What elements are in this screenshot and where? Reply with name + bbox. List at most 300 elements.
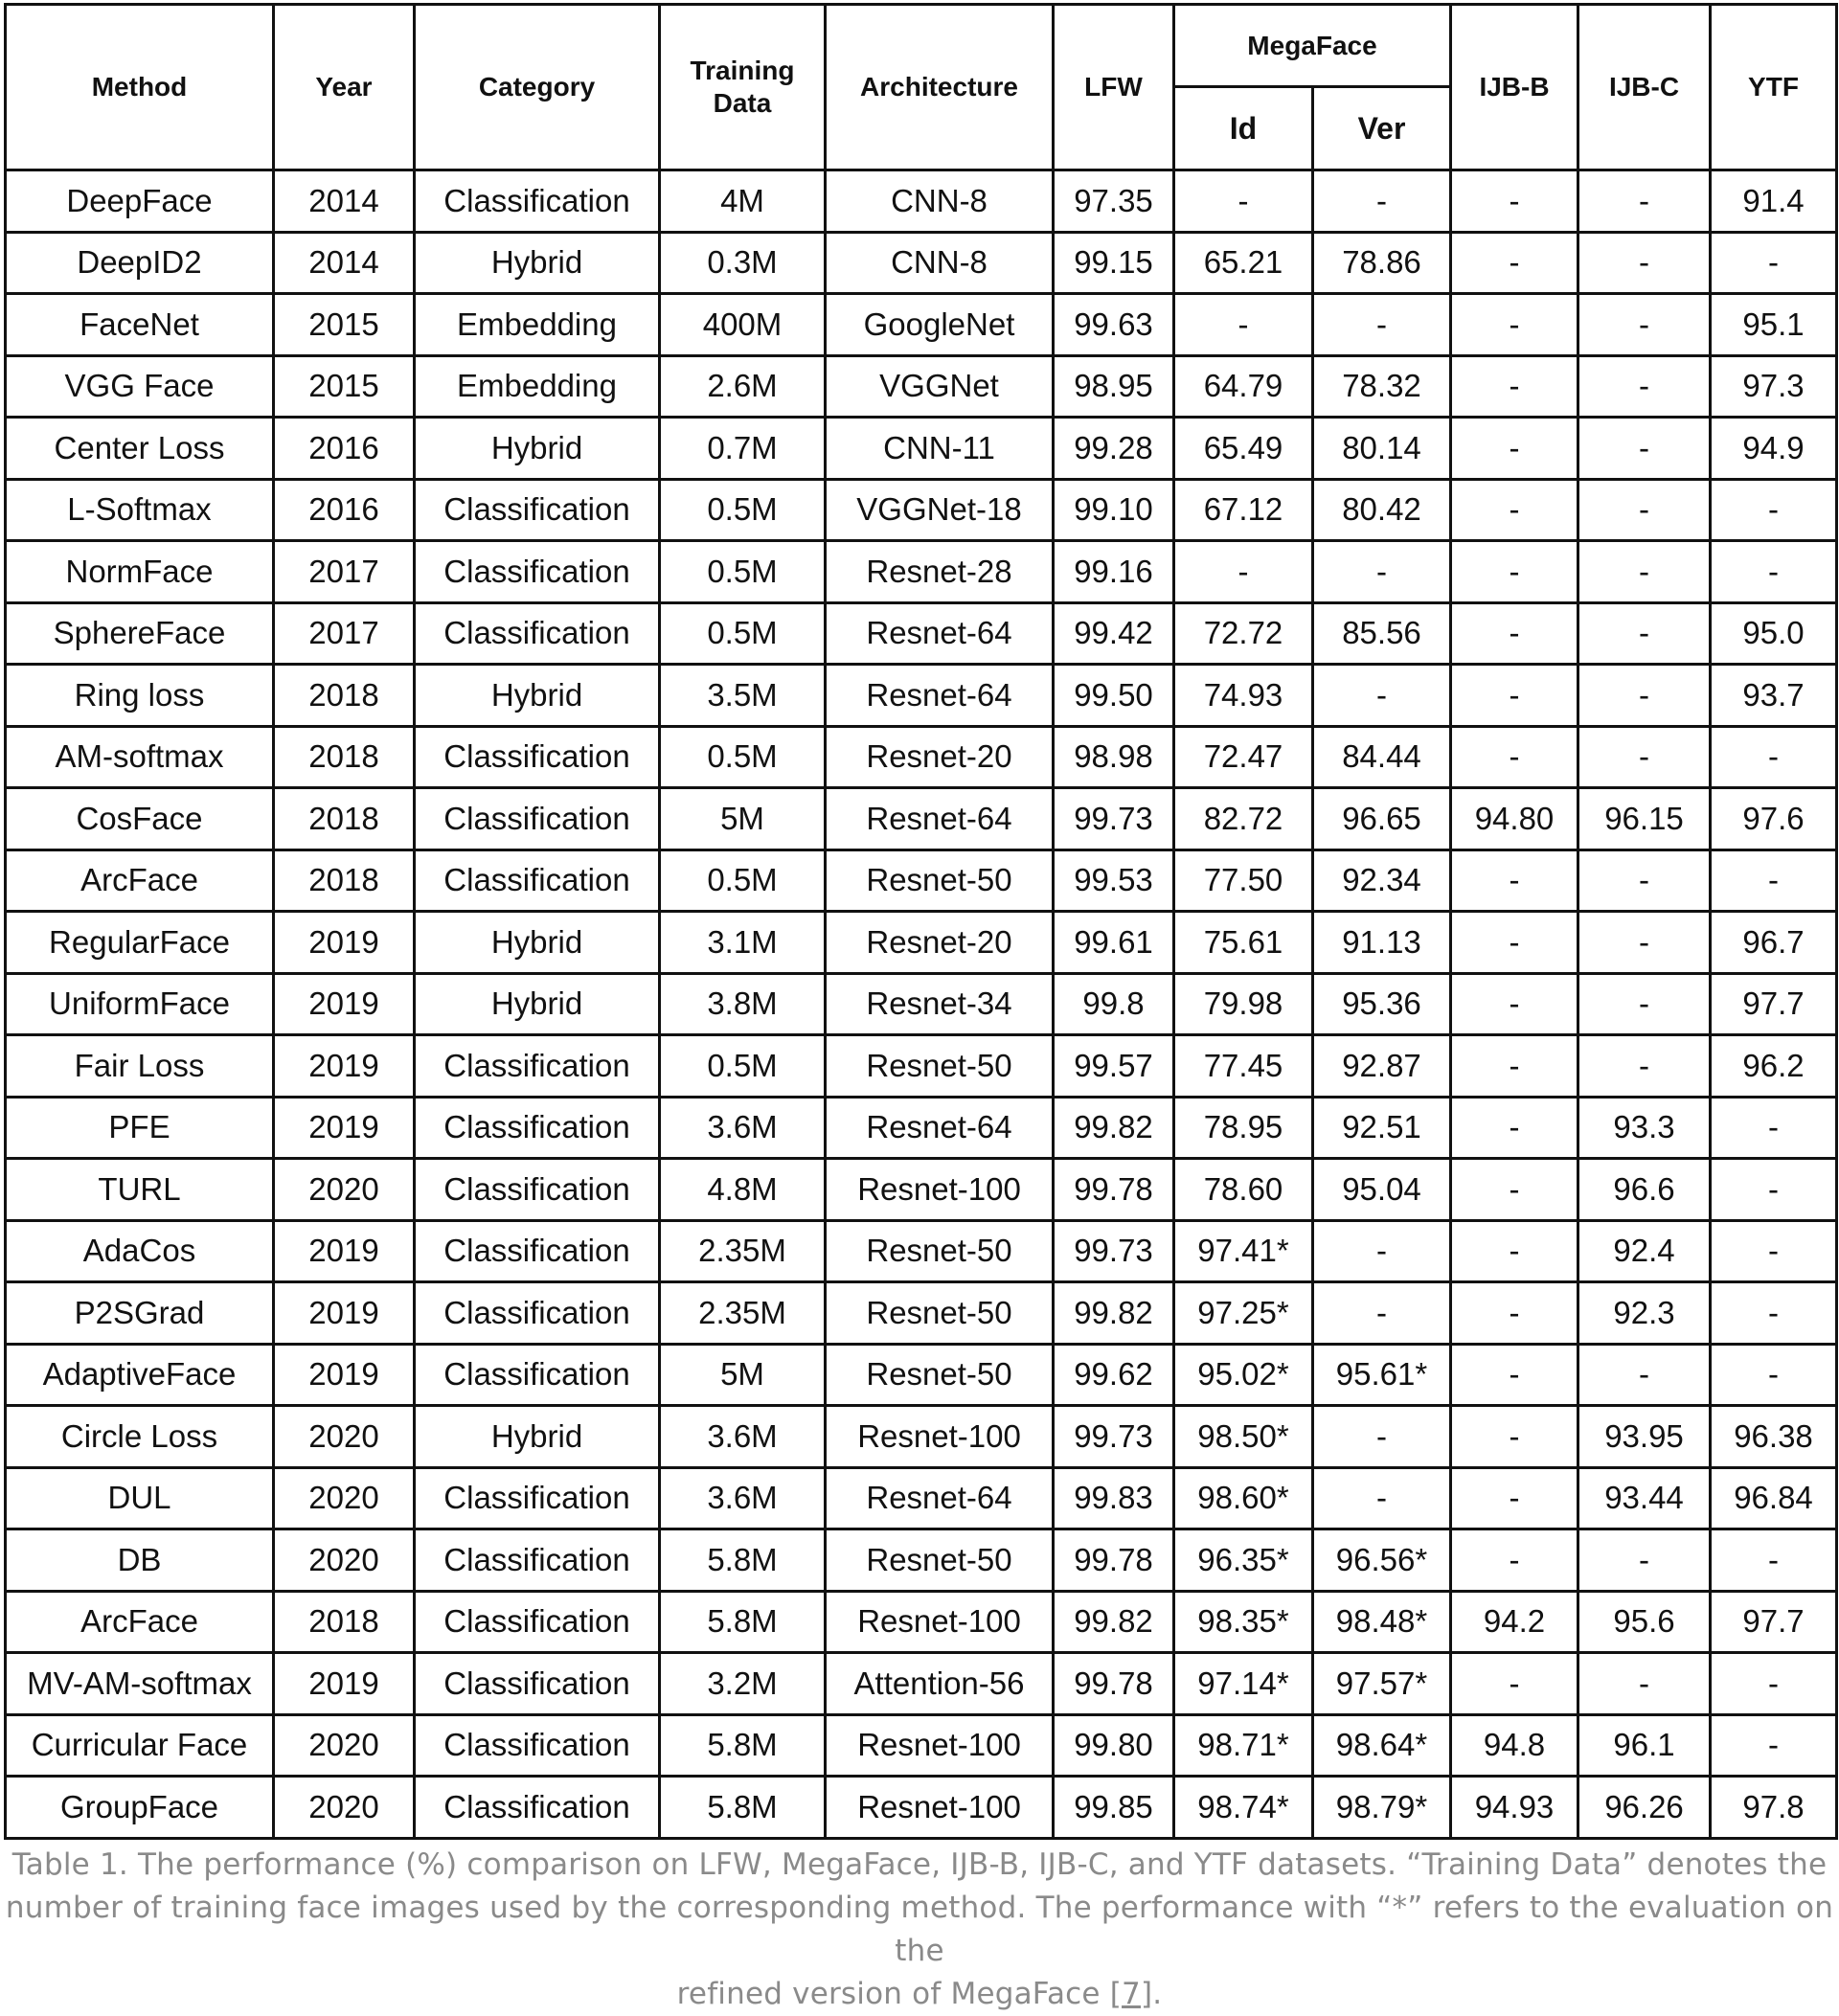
cell-training-data: 5M bbox=[660, 788, 826, 850]
cell-ijb-c: 96.15 bbox=[1578, 788, 1711, 850]
cell-lfw: 99.82 bbox=[1054, 1097, 1174, 1159]
cell-year: 2014 bbox=[274, 170, 415, 233]
cell-megaface-id: 78.60 bbox=[1174, 1159, 1313, 1221]
cell-architecture: CNN-8 bbox=[826, 170, 1054, 233]
table-row bbox=[6, 1159, 1837, 1221]
cell-megaface-ver: 85.56 bbox=[1313, 602, 1451, 665]
cell-architecture: VGGNet-18 bbox=[826, 479, 1054, 541]
cell-year: 2018 bbox=[274, 849, 415, 912]
cell-training-data: 5.8M bbox=[660, 1529, 826, 1592]
cell-category: Classification bbox=[415, 1220, 660, 1282]
cell-ijb-c: - bbox=[1578, 602, 1711, 665]
cell-lfw: 99.61 bbox=[1054, 912, 1174, 974]
cell-ijb-b: - bbox=[1451, 726, 1578, 788]
cell-architecture: CNN-8 bbox=[826, 232, 1054, 294]
cell-megaface-id: 77.45 bbox=[1174, 1035, 1313, 1098]
cell-category: Classification bbox=[415, 1529, 660, 1592]
table-row bbox=[6, 1777, 1837, 1839]
cell-ijb-c: - bbox=[1578, 1653, 1711, 1715]
cell-training-data: 4M bbox=[660, 170, 826, 233]
cell-lfw: 99.85 bbox=[1054, 1777, 1174, 1839]
header-category: Category bbox=[415, 5, 660, 170]
cell-megaface-ver: - bbox=[1313, 1220, 1451, 1282]
cell-ijb-c: - bbox=[1578, 973, 1711, 1035]
cell-architecture: Resnet-100 bbox=[826, 1777, 1054, 1839]
cell-category: Classification bbox=[415, 849, 660, 912]
cell-year: 2018 bbox=[274, 788, 415, 850]
cell-training-data: 0.5M bbox=[660, 541, 826, 603]
cell-training-data: 0.5M bbox=[660, 479, 826, 541]
cell-training-data: 0.5M bbox=[660, 602, 826, 665]
cell-megaface-id: 82.72 bbox=[1174, 788, 1313, 850]
cell-ijb-b: - bbox=[1451, 665, 1578, 727]
cell-megaface-ver: 95.61* bbox=[1313, 1344, 1451, 1406]
cell-architecture: Resnet-50 bbox=[826, 849, 1054, 912]
cell-method: Fair Loss bbox=[6, 1035, 274, 1098]
cell-architecture: VGGNet bbox=[826, 355, 1054, 418]
cell-ijb-b: - bbox=[1451, 1467, 1578, 1529]
cell-ijb-b: - bbox=[1451, 1159, 1578, 1221]
cell-lfw: 98.98 bbox=[1054, 726, 1174, 788]
cell-category: Classification bbox=[415, 1777, 660, 1839]
cell-architecture: Resnet-100 bbox=[826, 1406, 1054, 1468]
cell-ytf: 95.1 bbox=[1711, 294, 1837, 356]
cell-architecture: Resnet-64 bbox=[826, 665, 1054, 727]
cell-training-data: 2.35M bbox=[660, 1220, 826, 1282]
cell-year: 2019 bbox=[274, 912, 415, 974]
cell-method: UniformFace bbox=[6, 973, 274, 1035]
cell-year: 2018 bbox=[274, 665, 415, 727]
cell-architecture: GoogleNet bbox=[826, 294, 1054, 356]
cell-ijb-c: - bbox=[1578, 1529, 1711, 1592]
cell-ytf: - bbox=[1711, 1653, 1837, 1715]
table-row bbox=[6, 1653, 1837, 1715]
cell-ijb-c: - bbox=[1578, 479, 1711, 541]
caption-line-1: Table 1. The performance (%) comparison on LFW, MegaFace, IJB-B, IJB-C, and YTF datasets. “Training Data” denotes the bbox=[11, 1847, 1828, 1882]
cell-category: Classification bbox=[415, 788, 660, 850]
cell-year: 2019 bbox=[274, 973, 415, 1035]
cell-architecture: Resnet-50 bbox=[826, 1344, 1054, 1406]
cell-megaface-id: 96.35* bbox=[1174, 1529, 1313, 1592]
cell-architecture: Resnet-34 bbox=[826, 973, 1054, 1035]
cell-megaface-ver: 95.36 bbox=[1313, 973, 1451, 1035]
cell-lfw: 99.28 bbox=[1054, 418, 1174, 480]
cell-ijb-b: - bbox=[1451, 418, 1578, 480]
cell-megaface-ver: 92.51 bbox=[1313, 1097, 1451, 1159]
cell-lfw: 99.62 bbox=[1054, 1344, 1174, 1406]
cell-megaface-ver: - bbox=[1313, 1467, 1451, 1529]
table-row bbox=[6, 541, 1837, 603]
cell-ytf: 96.38 bbox=[1711, 1406, 1837, 1468]
performance-comparison-table bbox=[4, 3, 1838, 1840]
cell-training-data: 3.1M bbox=[660, 912, 826, 974]
cell-ijb-b: - bbox=[1451, 541, 1578, 603]
cell-method: TURL bbox=[6, 1159, 274, 1221]
cell-method: ArcFace bbox=[6, 1591, 274, 1653]
cell-ytf: 96.84 bbox=[1711, 1467, 1837, 1529]
cell-lfw: 99.73 bbox=[1054, 788, 1174, 850]
cell-training-data: 0.5M bbox=[660, 1035, 826, 1098]
cell-megaface-id: 98.71* bbox=[1174, 1714, 1313, 1777]
header-ytf: YTF bbox=[1711, 5, 1837, 170]
cell-method: Center Loss bbox=[6, 418, 274, 480]
cell-method: RegularFace bbox=[6, 912, 274, 974]
cell-training-data: 3.6M bbox=[660, 1467, 826, 1529]
cell-year: 2019 bbox=[274, 1097, 415, 1159]
table-row bbox=[6, 1467, 1837, 1529]
cell-category: Classification bbox=[415, 1591, 660, 1653]
cell-year: 2015 bbox=[274, 355, 415, 418]
cell-year: 2020 bbox=[274, 1714, 415, 1777]
cell-megaface-id: 95.02* bbox=[1174, 1344, 1313, 1406]
caption-line-2: number of training face images used by the corresponding method. The performance with “*” refers to the evaluation on the bbox=[5, 1891, 1834, 1968]
cell-megaface-ver: 78.32 bbox=[1313, 355, 1451, 418]
cell-megaface-id: 98.35* bbox=[1174, 1591, 1313, 1653]
cell-megaface-ver: 92.87 bbox=[1313, 1035, 1451, 1098]
cell-method: GroupFace bbox=[6, 1777, 274, 1839]
cell-megaface-id: 97.14* bbox=[1174, 1653, 1313, 1715]
cell-lfw: 99.73 bbox=[1054, 1220, 1174, 1282]
cell-ytf: - bbox=[1711, 1282, 1837, 1345]
table-row bbox=[6, 788, 1837, 850]
cell-megaface-id: 98.50* bbox=[1174, 1406, 1313, 1468]
cell-megaface-id: - bbox=[1174, 294, 1313, 356]
cell-megaface-ver: - bbox=[1313, 1282, 1451, 1345]
cell-training-data: 0.3M bbox=[660, 232, 826, 294]
cell-ijb-c: 96.26 bbox=[1578, 1777, 1711, 1839]
table-row bbox=[6, 912, 1837, 974]
cell-architecture: Resnet-50 bbox=[826, 1220, 1054, 1282]
cell-year: 2018 bbox=[274, 726, 415, 788]
cell-architecture: Resnet-50 bbox=[826, 1529, 1054, 1592]
cell-ytf: - bbox=[1711, 1344, 1837, 1406]
cell-category: Classification bbox=[415, 1159, 660, 1221]
header-megaface-ver: Ver bbox=[1313, 87, 1451, 170]
caption-line-3-text: refined version of MegaFace [ bbox=[676, 1977, 1123, 2011]
cell-training-data: 3.6M bbox=[660, 1406, 826, 1468]
cell-lfw: 99.16 bbox=[1054, 541, 1174, 603]
cell-architecture: Resnet-20 bbox=[826, 726, 1054, 788]
cell-ijb-c: 95.6 bbox=[1578, 1591, 1711, 1653]
cell-megaface-ver: 95.04 bbox=[1313, 1159, 1451, 1221]
table-caption bbox=[0, 1844, 1839, 2016]
cell-year: 2017 bbox=[274, 541, 415, 603]
cell-method: P2SGrad bbox=[6, 1282, 274, 1345]
cell-lfw: 99.80 bbox=[1054, 1714, 1174, 1777]
cell-megaface-id: 65.21 bbox=[1174, 232, 1313, 294]
cell-architecture: Resnet-64 bbox=[826, 1467, 1054, 1529]
cell-ijb-c: - bbox=[1578, 665, 1711, 727]
cell-ytf: - bbox=[1711, 1097, 1837, 1159]
cell-megaface-ver: - bbox=[1313, 541, 1451, 603]
cell-megaface-id: 97.25* bbox=[1174, 1282, 1313, 1345]
cell-lfw: 98.95 bbox=[1054, 355, 1174, 418]
cell-ytf: - bbox=[1711, 849, 1837, 912]
cell-ytf: 91.4 bbox=[1711, 170, 1837, 233]
cell-megaface-id: 77.50 bbox=[1174, 849, 1313, 912]
cell-ytf: - bbox=[1711, 232, 1837, 294]
cell-training-data: 0.5M bbox=[660, 849, 826, 912]
cell-category: Hybrid bbox=[415, 232, 660, 294]
cell-ijb-b: - bbox=[1451, 294, 1578, 356]
cell-ijb-b: - bbox=[1451, 1220, 1578, 1282]
cell-megaface-id: 64.79 bbox=[1174, 355, 1313, 418]
cell-ijb-b: - bbox=[1451, 1529, 1578, 1592]
cell-ytf: - bbox=[1711, 541, 1837, 603]
cell-training-data: 3.8M bbox=[660, 973, 826, 1035]
cell-method: FaceNet bbox=[6, 294, 274, 356]
cell-megaface-ver: - bbox=[1313, 665, 1451, 727]
cell-megaface-ver: 98.48* bbox=[1313, 1591, 1451, 1653]
table-row bbox=[6, 665, 1837, 727]
table-row bbox=[6, 294, 1837, 356]
reference-link[interactable]: 7 bbox=[1122, 1977, 1141, 2011]
table-row bbox=[6, 726, 1837, 788]
cell-lfw: 99.78 bbox=[1054, 1159, 1174, 1221]
cell-megaface-ver: - bbox=[1313, 294, 1451, 356]
cell-ijb-c: 96.6 bbox=[1578, 1159, 1711, 1221]
cell-lfw: 99.73 bbox=[1054, 1406, 1174, 1468]
header-ijb-b: IJB-B bbox=[1451, 5, 1578, 170]
cell-category: Hybrid bbox=[415, 665, 660, 727]
cell-method: DB bbox=[6, 1529, 274, 1592]
cell-category: Classification bbox=[415, 1344, 660, 1406]
cell-training-data: 400M bbox=[660, 294, 826, 356]
cell-ijb-c: 92.3 bbox=[1578, 1282, 1711, 1345]
cell-ytf: - bbox=[1711, 1159, 1837, 1221]
cell-ijb-c: - bbox=[1578, 541, 1711, 603]
table-row bbox=[6, 1344, 1837, 1406]
cell-year: 2019 bbox=[274, 1282, 415, 1345]
cell-ijb-b: 94.93 bbox=[1451, 1777, 1578, 1839]
cell-training-data: 5.8M bbox=[660, 1591, 826, 1653]
cell-year: 2020 bbox=[274, 1529, 415, 1592]
cell-megaface-ver: 97.57* bbox=[1313, 1653, 1451, 1715]
table-row bbox=[6, 232, 1837, 294]
cell-megaface-id: - bbox=[1174, 541, 1313, 603]
cell-training-data: 3.6M bbox=[660, 1097, 826, 1159]
cell-category: Classification bbox=[415, 1097, 660, 1159]
cell-ytf: 97.3 bbox=[1711, 355, 1837, 418]
table-row bbox=[6, 1035, 1837, 1098]
cell-ijb-c: 93.95 bbox=[1578, 1406, 1711, 1468]
cell-method: AdaptiveFace bbox=[6, 1344, 274, 1406]
cell-lfw: 99.83 bbox=[1054, 1467, 1174, 1529]
table-row bbox=[6, 1282, 1837, 1345]
cell-method: NormFace bbox=[6, 541, 274, 603]
cell-method: DeepID2 bbox=[6, 232, 274, 294]
cell-method: SphereFace bbox=[6, 602, 274, 665]
table-row bbox=[6, 170, 1837, 233]
table-row bbox=[6, 1529, 1837, 1592]
cell-lfw: 99.53 bbox=[1054, 849, 1174, 912]
cell-ijb-b: - bbox=[1451, 1344, 1578, 1406]
cell-year: 2019 bbox=[274, 1344, 415, 1406]
cell-year: 2014 bbox=[274, 232, 415, 294]
cell-megaface-ver: 84.44 bbox=[1313, 726, 1451, 788]
caption-line-3 bbox=[0, 1973, 1839, 2016]
cell-training-data: 2.35M bbox=[660, 1282, 826, 1345]
cell-lfw: 99.78 bbox=[1054, 1653, 1174, 1715]
performance-table-container bbox=[4, 3, 1835, 1840]
table-row bbox=[6, 355, 1837, 418]
cell-megaface-ver: - bbox=[1313, 170, 1451, 233]
cell-category: Hybrid bbox=[415, 912, 660, 974]
table-row bbox=[6, 1097, 1837, 1159]
cell-ijb-b: 94.80 bbox=[1451, 788, 1578, 850]
cell-architecture: CNN-11 bbox=[826, 418, 1054, 480]
cell-training-data: 0.5M bbox=[660, 726, 826, 788]
cell-category: Classification bbox=[415, 726, 660, 788]
cell-method: Circle Loss bbox=[6, 1406, 274, 1468]
cell-lfw: 99.42 bbox=[1054, 602, 1174, 665]
cell-category: Hybrid bbox=[415, 973, 660, 1035]
cell-megaface-ver: 80.14 bbox=[1313, 418, 1451, 480]
cell-ijb-c: - bbox=[1578, 1344, 1711, 1406]
cell-ijb-b: - bbox=[1451, 602, 1578, 665]
cell-ijb-b: - bbox=[1451, 1282, 1578, 1345]
cell-ytf: 97.7 bbox=[1711, 973, 1837, 1035]
header-ijb-c: IJB-C bbox=[1578, 5, 1711, 170]
cell-method: PFE bbox=[6, 1097, 274, 1159]
cell-megaface-id: 72.72 bbox=[1174, 602, 1313, 665]
cell-year: 2019 bbox=[274, 1035, 415, 1098]
cell-ijb-c: - bbox=[1578, 849, 1711, 912]
cell-architecture: Resnet-100 bbox=[826, 1714, 1054, 1777]
cell-ijb-b: - bbox=[1451, 232, 1578, 294]
cell-ijb-b: - bbox=[1451, 1406, 1578, 1468]
cell-megaface-ver: 98.79* bbox=[1313, 1777, 1451, 1839]
cell-architecture: Attention-56 bbox=[826, 1653, 1054, 1715]
header-lfw: LFW bbox=[1054, 5, 1174, 170]
cell-ijb-c: 93.3 bbox=[1578, 1097, 1711, 1159]
header-architecture: Architecture bbox=[826, 5, 1054, 170]
cell-architecture: Resnet-20 bbox=[826, 912, 1054, 974]
cell-category: Embedding bbox=[415, 294, 660, 356]
table-row bbox=[6, 1406, 1837, 1468]
cell-ytf: 97.7 bbox=[1711, 1591, 1837, 1653]
cell-megaface-ver: 91.13 bbox=[1313, 912, 1451, 974]
cell-method: L-Softmax bbox=[6, 479, 274, 541]
cell-ijb-b: - bbox=[1451, 849, 1578, 912]
cell-architecture: Resnet-64 bbox=[826, 602, 1054, 665]
header-megaface: MegaFace bbox=[1174, 5, 1451, 87]
cell-ijb-c: - bbox=[1578, 232, 1711, 294]
cell-lfw: 99.50 bbox=[1054, 665, 1174, 727]
cell-training-data: 3.2M bbox=[660, 1653, 826, 1715]
cell-architecture: Resnet-28 bbox=[826, 541, 1054, 603]
cell-megaface-id: 67.12 bbox=[1174, 479, 1313, 541]
cell-lfw: 99.8 bbox=[1054, 973, 1174, 1035]
cell-megaface-ver: 78.86 bbox=[1313, 232, 1451, 294]
cell-lfw: 99.78 bbox=[1054, 1529, 1174, 1592]
cell-lfw: 99.15 bbox=[1054, 232, 1174, 294]
cell-lfw: 99.82 bbox=[1054, 1282, 1174, 1345]
cell-ijb-c: 96.1 bbox=[1578, 1714, 1711, 1777]
cell-architecture: Resnet-64 bbox=[826, 1097, 1054, 1159]
cell-training-data: 5M bbox=[660, 1344, 826, 1406]
cell-method: DUL bbox=[6, 1467, 274, 1529]
table-row bbox=[6, 1714, 1837, 1777]
cell-architecture: Resnet-64 bbox=[826, 788, 1054, 850]
cell-year: 2020 bbox=[274, 1159, 415, 1221]
header-year: Year bbox=[274, 5, 415, 170]
cell-ijb-b: - bbox=[1451, 355, 1578, 418]
cell-ijb-c: - bbox=[1578, 726, 1711, 788]
cell-training-data: 2.6M bbox=[660, 355, 826, 418]
table-row bbox=[6, 479, 1837, 541]
cell-year: 2015 bbox=[274, 294, 415, 356]
cell-category: Classification bbox=[415, 1282, 660, 1345]
header-method: Method bbox=[6, 5, 274, 170]
table-row bbox=[6, 849, 1837, 912]
cell-training-data: 0.7M bbox=[660, 418, 826, 480]
table-header bbox=[6, 5, 1837, 170]
cell-training-data: 3.5M bbox=[660, 665, 826, 727]
cell-ytf: 97.8 bbox=[1711, 1777, 1837, 1839]
cell-megaface-id: - bbox=[1174, 170, 1313, 233]
cell-ytf: 94.9 bbox=[1711, 418, 1837, 480]
table-row bbox=[6, 1591, 1837, 1653]
cell-training-data: 5.8M bbox=[660, 1714, 826, 1777]
cell-ytf: 95.0 bbox=[1711, 602, 1837, 665]
cell-ytf: - bbox=[1711, 1220, 1837, 1282]
cell-architecture: Resnet-100 bbox=[826, 1591, 1054, 1653]
cell-ytf: - bbox=[1711, 726, 1837, 788]
cell-ytf: - bbox=[1711, 1714, 1837, 1777]
cell-category: Classification bbox=[415, 170, 660, 233]
cell-ytf: 96.2 bbox=[1711, 1035, 1837, 1098]
cell-megaface-ver: 96.65 bbox=[1313, 788, 1451, 850]
cell-ijb-b: - bbox=[1451, 1097, 1578, 1159]
cell-architecture: Resnet-50 bbox=[826, 1035, 1054, 1098]
cell-lfw: 99.82 bbox=[1054, 1591, 1174, 1653]
cell-ijb-b: - bbox=[1451, 1653, 1578, 1715]
caption-line-3-end: ]. bbox=[1140, 1977, 1163, 2011]
cell-category: Classification bbox=[415, 1467, 660, 1529]
cell-ijb-b: - bbox=[1451, 912, 1578, 974]
cell-ijb-b: - bbox=[1451, 973, 1578, 1035]
cell-megaface-id: 65.49 bbox=[1174, 418, 1313, 480]
cell-megaface-ver: - bbox=[1313, 1406, 1451, 1468]
cell-ijb-b: - bbox=[1451, 479, 1578, 541]
cell-megaface-ver: 92.34 bbox=[1313, 849, 1451, 912]
cell-category: Classification bbox=[415, 1714, 660, 1777]
cell-year: 2020 bbox=[274, 1406, 415, 1468]
cell-year: 2016 bbox=[274, 479, 415, 541]
cell-ytf: - bbox=[1711, 479, 1837, 541]
cell-ijb-c: 93.44 bbox=[1578, 1467, 1711, 1529]
cell-category: Classification bbox=[415, 602, 660, 665]
cell-year: 2020 bbox=[274, 1777, 415, 1839]
table-row bbox=[6, 418, 1837, 480]
cell-megaface-ver: 80.42 bbox=[1313, 479, 1451, 541]
cell-year: 2018 bbox=[274, 1591, 415, 1653]
cell-ijb-c: - bbox=[1578, 355, 1711, 418]
cell-ytf: - bbox=[1711, 1529, 1837, 1592]
cell-lfw: 99.57 bbox=[1054, 1035, 1174, 1098]
table-body bbox=[6, 170, 1837, 1839]
cell-megaface-id: 98.74* bbox=[1174, 1777, 1313, 1839]
cell-ytf: 97.6 bbox=[1711, 788, 1837, 850]
cell-megaface-id: 98.60* bbox=[1174, 1467, 1313, 1529]
cell-ijb-b: 94.2 bbox=[1451, 1591, 1578, 1653]
cell-method: CosFace bbox=[6, 788, 274, 850]
cell-method: AM-softmax bbox=[6, 726, 274, 788]
header-training-data: Training Data bbox=[660, 5, 826, 170]
cell-lfw: 97.35 bbox=[1054, 170, 1174, 233]
cell-method: MV-AM-softmax bbox=[6, 1653, 274, 1715]
